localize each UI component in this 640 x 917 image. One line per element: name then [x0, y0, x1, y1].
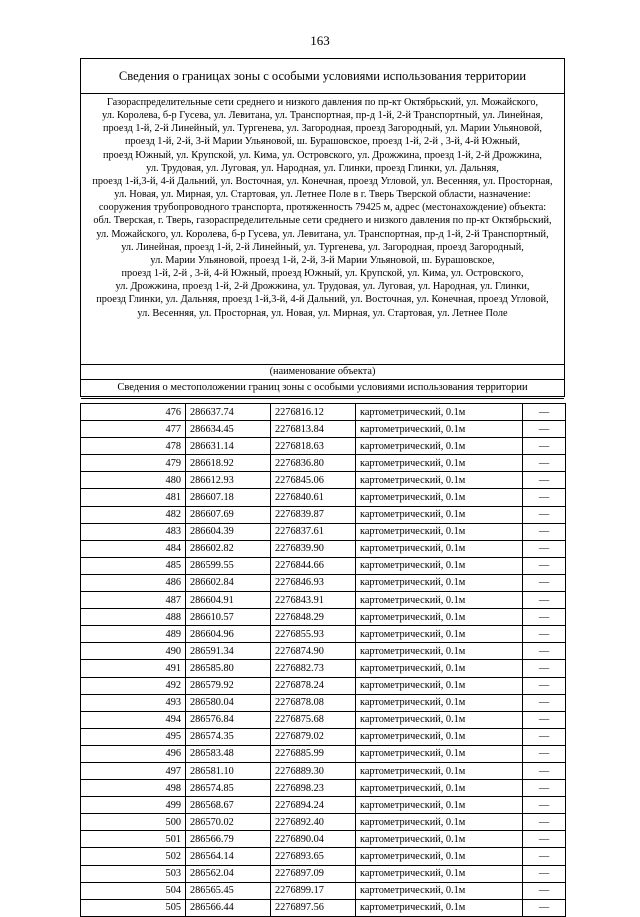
coordinate-x: 286610.57: [186, 609, 271, 626]
coordinate-y: 2276813.84: [271, 421, 356, 438]
object-description: [81, 94, 564, 364]
coordinate-x: 286604.39: [186, 523, 271, 540]
zone-info-frame: [80, 58, 565, 397]
determination-method: картометрический, 0.1м: [356, 626, 523, 643]
determination-method: картометрический, 0.1м: [356, 694, 523, 711]
coordinate-y: 2276882.73: [271, 660, 356, 677]
coordinate-x: 286602.82: [186, 540, 271, 557]
determination-method: картометрический, 0.1м: [356, 523, 523, 540]
coordinate-x: 286566.79: [186, 831, 271, 848]
point-number: 490: [81, 643, 186, 660]
description-line: проезд 1-й, 2-й Линейный, ул. Тургенева, ул. Загородная, проезд Загородный, ул. Марии Ульяновой,: [103, 123, 542, 135]
accuracy-cell: —: [523, 865, 566, 882]
determination-method: картометрический, 0.1м: [356, 404, 523, 421]
table-row: [81, 882, 566, 899]
accuracy-cell: —: [523, 848, 566, 865]
coordinate-x: 286599.55: [186, 557, 271, 574]
table-row: [81, 711, 566, 728]
table-row: [81, 557, 566, 574]
determination-method: картометрический, 0.1м: [356, 745, 523, 762]
point-number: 485: [81, 557, 186, 574]
accuracy-cell: —: [523, 557, 566, 574]
accuracy-cell: —: [523, 814, 566, 831]
description-line: ул. Марии Ульяновой, проезд 1-й, 2-й, 3-й Марии Ульяновой, ш. Бурашовское,: [150, 254, 495, 266]
coordinate-x: 286576.84: [186, 711, 271, 728]
coordinate-y: 2276840.61: [271, 489, 356, 506]
point-number: 478: [81, 438, 186, 455]
table-row: [81, 831, 566, 848]
coordinate-y: 2276836.80: [271, 455, 356, 472]
accuracy-cell: —: [523, 660, 566, 677]
coordinate-y: 2276818.63: [271, 438, 356, 455]
accuracy-cell: —: [523, 882, 566, 899]
point-number: 481: [81, 489, 186, 506]
accuracy-cell: —: [523, 831, 566, 848]
determination-method: картометрический, 0.1м: [356, 728, 523, 745]
determination-method: картометрический, 0.1м: [356, 762, 523, 779]
point-number: 483: [81, 523, 186, 540]
coordinate-x: 286618.92: [186, 455, 271, 472]
description-line: проезд 1-й, 2-й , 3-й, 4-й Южный, проезд Южный, ул. Крупской, ул. Кима, ул. Островского,: [121, 268, 524, 280]
coordinate-x: 286607.69: [186, 506, 271, 523]
accuracy-cell: —: [523, 780, 566, 797]
point-number: 477: [81, 421, 186, 438]
table-row: [81, 899, 566, 916]
determination-method: картометрический, 0.1м: [356, 540, 523, 557]
point-number: 497: [81, 762, 186, 779]
point-number: 499: [81, 797, 186, 814]
description-line: ул. Можайского, ул. Королева, б-р Гусева, ул. Левитана, ул. Транспортная, пр-д 1-й, 2-й Транспортный,: [96, 228, 549, 240]
point-number: 480: [81, 472, 186, 489]
coordinate-x: 286604.96: [186, 626, 271, 643]
table-row: [81, 677, 566, 694]
determination-method: картометрический, 0.1м: [356, 421, 523, 438]
point-number: 501: [81, 831, 186, 848]
coordinate-y: 2276874.90: [271, 643, 356, 660]
table-row: [81, 745, 566, 762]
coordinate-x: 286568.67: [186, 797, 271, 814]
table-row: [81, 540, 566, 557]
coordinate-y: 2276855.93: [271, 626, 356, 643]
description-line: проезд Южный, ул. Крупской, ул. Кима, ул. Островского, ул. Дрожжина, проезд 1-й, 2-й Дрожжина,: [102, 149, 542, 161]
accuracy-cell: —: [523, 574, 566, 591]
determination-method: картометрический, 0.1м: [356, 711, 523, 728]
coordinate-x: 286580.04: [186, 694, 271, 711]
coordinate-x: 286579.92: [186, 677, 271, 694]
accuracy-cell: —: [523, 728, 566, 745]
table-row: [81, 609, 566, 626]
point-number: 484: [81, 540, 186, 557]
table-row: [81, 455, 566, 472]
point-number: 482: [81, 506, 186, 523]
coordinate-y: 2276890.04: [271, 831, 356, 848]
determination-method: картометрический, 0.1м: [356, 780, 523, 797]
coordinate-x: 286562.04: [186, 865, 271, 882]
coordinate-x: 286585.80: [186, 660, 271, 677]
determination-method: картометрический, 0.1м: [356, 882, 523, 899]
coordinate-y: 2276899.17: [271, 882, 356, 899]
table-row: [81, 814, 566, 831]
accuracy-cell: —: [523, 506, 566, 523]
accuracy-cell: —: [523, 421, 566, 438]
document-title: Сведения о границах зоны с особыми условиями использования территории: [81, 59, 564, 94]
coordinate-y: 2276897.56: [271, 899, 356, 916]
accuracy-cell: —: [523, 609, 566, 626]
location-heading: Сведения о местоположении границ зоны с особыми условиями использования территории: [81, 379, 564, 399]
coordinate-x: 286581.10: [186, 762, 271, 779]
coordinate-y: 2276892.40: [271, 814, 356, 831]
determination-method: картометрический, 0.1м: [356, 831, 523, 848]
coordinate-y: 2276894.24: [271, 797, 356, 814]
coordinate-y: 2276844.66: [271, 557, 356, 574]
determination-method: картометрический, 0.1м: [356, 643, 523, 660]
coordinate-y: 2276889.30: [271, 762, 356, 779]
table-row: [81, 592, 566, 609]
coordinate-x: 286612.93: [186, 472, 271, 489]
table-row: [81, 643, 566, 660]
description-line: ул. Дрожжина, проезд 1-й, 2-й Дрожжина, ул. Трудовая, ул. Луговая, ул. Народная, ул. Глинки,: [115, 281, 530, 293]
accuracy-cell: —: [523, 455, 566, 472]
accuracy-cell: —: [523, 626, 566, 643]
coordinate-x: 286566.44: [186, 899, 271, 916]
point-number: 489: [81, 626, 186, 643]
table-row: [81, 506, 566, 523]
description-line: проезд 1-й,3-й, 4-й Дальний, ул. Восточная, ул. Конечная, проезд Угловой, ул. Весенняя, ул. Просторная,: [92, 175, 553, 187]
accuracy-cell: —: [523, 472, 566, 489]
determination-method: картометрический, 0.1м: [356, 438, 523, 455]
point-number: 486: [81, 574, 186, 591]
coordinate-y: 2276839.87: [271, 506, 356, 523]
description-line: ул. Линейная, проезд 1-й, 2-й Линейный, ул. Тургенева, ул. Загородная, проезд Загородный,: [121, 241, 524, 253]
accuracy-cell: —: [523, 523, 566, 540]
coordinate-y: 2276898.23: [271, 780, 356, 797]
accuracy-cell: —: [523, 762, 566, 779]
point-number: 493: [81, 694, 186, 711]
point-number: 476: [81, 404, 186, 421]
description-line: ул. Весенняя, ул. Просторная, ул. Новая, ул. Мирная, ул. Стартовая, ул. Летнее Поле: [137, 307, 508, 319]
accuracy-cell: —: [523, 404, 566, 421]
point-number: 498: [81, 780, 186, 797]
table-row: [81, 523, 566, 540]
determination-method: картометрический, 0.1м: [356, 489, 523, 506]
table-row: [81, 489, 566, 506]
description-line: обл. Тверская, г. Тверь, газораспределительные сети среднего и низкого давления по пр-кт Октябрьский,: [93, 215, 552, 227]
coordinate-y: 2276878.08: [271, 694, 356, 711]
accuracy-cell: —: [523, 797, 566, 814]
coordinate-x: 286574.85: [186, 780, 271, 797]
point-number: 491: [81, 660, 186, 677]
point-number: 496: [81, 745, 186, 762]
table-row: [81, 472, 566, 489]
point-number: 503: [81, 865, 186, 882]
accuracy-cell: —: [523, 694, 566, 711]
table-row: [81, 797, 566, 814]
table-row: [81, 421, 566, 438]
description-line: сооружения трубопроводного транспорта, протяженность 79425 м, адрес (местонахождение) объекта:: [98, 202, 547, 214]
coordinate-x: 286591.34: [186, 643, 271, 660]
coordinate-y: 2276843.91: [271, 592, 356, 609]
determination-method: картометрический, 0.1м: [356, 865, 523, 882]
coordinate-y: 2276879.02: [271, 728, 356, 745]
coordinate-x: 286565.45: [186, 882, 271, 899]
table-row: [81, 626, 566, 643]
description-line: ул. Трудовая, ул. Луговая, ул. Народная, ул. Глинки, проезд Глинки, ул. Дальняя,: [146, 162, 499, 174]
coordinate-x: 286564.14: [186, 848, 271, 865]
table-row: [81, 404, 566, 421]
accuracy-cell: —: [523, 438, 566, 455]
determination-method: картометрический, 0.1м: [356, 557, 523, 574]
table-row: [81, 728, 566, 745]
coordinate-y: 2276845.06: [271, 472, 356, 489]
coordinate-y: 2276897.09: [271, 865, 356, 882]
description-line: проезд 1-й, 2-й, 3-й Марии Ульяновой, ш. Бурашовское, проезд 1-й, 2-й , 3-й, 4-й Южный,: [124, 136, 520, 148]
coordinate-y: 2276875.68: [271, 711, 356, 728]
point-number: 492: [81, 677, 186, 694]
accuracy-cell: —: [523, 643, 566, 660]
coordinate-y: 2276848.29: [271, 609, 356, 626]
determination-method: картометрический, 0.1м: [356, 814, 523, 831]
coordinate-y: 2276839.90: [271, 540, 356, 557]
coordinate-x: 286637.74: [186, 404, 271, 421]
coordinate-x: 286634.45: [186, 421, 271, 438]
coordinate-y: 2276837.61: [271, 523, 356, 540]
accuracy-cell: —: [523, 745, 566, 762]
coordinate-x: 286602.84: [186, 574, 271, 591]
determination-method: картометрический, 0.1м: [356, 677, 523, 694]
determination-method: картометрический, 0.1м: [356, 797, 523, 814]
determination-method: картометрический, 0.1м: [356, 455, 523, 472]
table-row: [81, 660, 566, 677]
coordinate-x: 286574.35: [186, 728, 271, 745]
object-name-caption: (наименование объекта): [81, 364, 564, 379]
determination-method: картометрический, 0.1м: [356, 609, 523, 626]
table-row: [81, 865, 566, 882]
determination-method: картометрический, 0.1м: [356, 660, 523, 677]
determination-method: картометрический, 0.1м: [356, 472, 523, 489]
coordinate-x: 286607.18: [186, 489, 271, 506]
table-row: [81, 574, 566, 591]
coordinate-y: 2276885.99: [271, 745, 356, 762]
coordinate-y: 2276878.24: [271, 677, 356, 694]
point-number: 479: [81, 455, 186, 472]
page-number: 163: [310, 33, 330, 48]
coordinate-y: 2276846.93: [271, 574, 356, 591]
table-row: [81, 762, 566, 779]
point-number: 500: [81, 814, 186, 831]
accuracy-cell: —: [523, 592, 566, 609]
point-number: 494: [81, 711, 186, 728]
accuracy-cell: —: [523, 489, 566, 506]
table-row: [81, 694, 566, 711]
point-number: 505: [81, 899, 186, 916]
determination-method: картометрический, 0.1м: [356, 506, 523, 523]
table-row: [81, 848, 566, 865]
table-row: [81, 780, 566, 797]
point-number: 495: [81, 728, 186, 745]
description-line: ул. Королева, б-р Гусева, ул. Левитана, ул. Транспортная, пр-д 1-й, 2-й Транспортный, ул. Линейная,: [102, 110, 543, 122]
determination-method: картометрический, 0.1м: [356, 574, 523, 591]
accuracy-cell: —: [523, 899, 566, 916]
coordinate-x: 286583.48: [186, 745, 271, 762]
point-number: 488: [81, 609, 186, 626]
description-line: ул. Новая, ул. Мирная, ул. Стартовая, ул. Летнее Поле в г. Тверь Тверской области, назначение:: [114, 189, 531, 201]
table-row: [81, 438, 566, 455]
determination-method: картометрический, 0.1м: [356, 592, 523, 609]
point-number: 504: [81, 882, 186, 899]
description-line: проезд Глинки, ул. Дальняя, проезд 1-й,3-й, 4-й Дальний, ул. Восточная, ул. Конечная, проезд Угловой,: [96, 294, 549, 306]
coordinate-x: 286631.14: [186, 438, 271, 455]
coordinate-x: 286570.02: [186, 814, 271, 831]
coordinate-y: 2276893.65: [271, 848, 356, 865]
determination-method: картометрический, 0.1м: [356, 899, 523, 916]
coordinates-table: [80, 403, 566, 917]
point-number: 502: [81, 848, 186, 865]
description-line: Газораспределительные сети среднего и низкого давления по пр-кт Октябрьский, ул. Можайского,: [106, 97, 539, 108]
coordinate-y: 2276816.12: [271, 404, 356, 421]
coordinate-x: 286604.91: [186, 592, 271, 609]
accuracy-cell: —: [523, 711, 566, 728]
determination-method: картометрический, 0.1м: [356, 848, 523, 865]
accuracy-cell: —: [523, 540, 566, 557]
point-number: 487: [81, 592, 186, 609]
accuracy-cell: —: [523, 677, 566, 694]
